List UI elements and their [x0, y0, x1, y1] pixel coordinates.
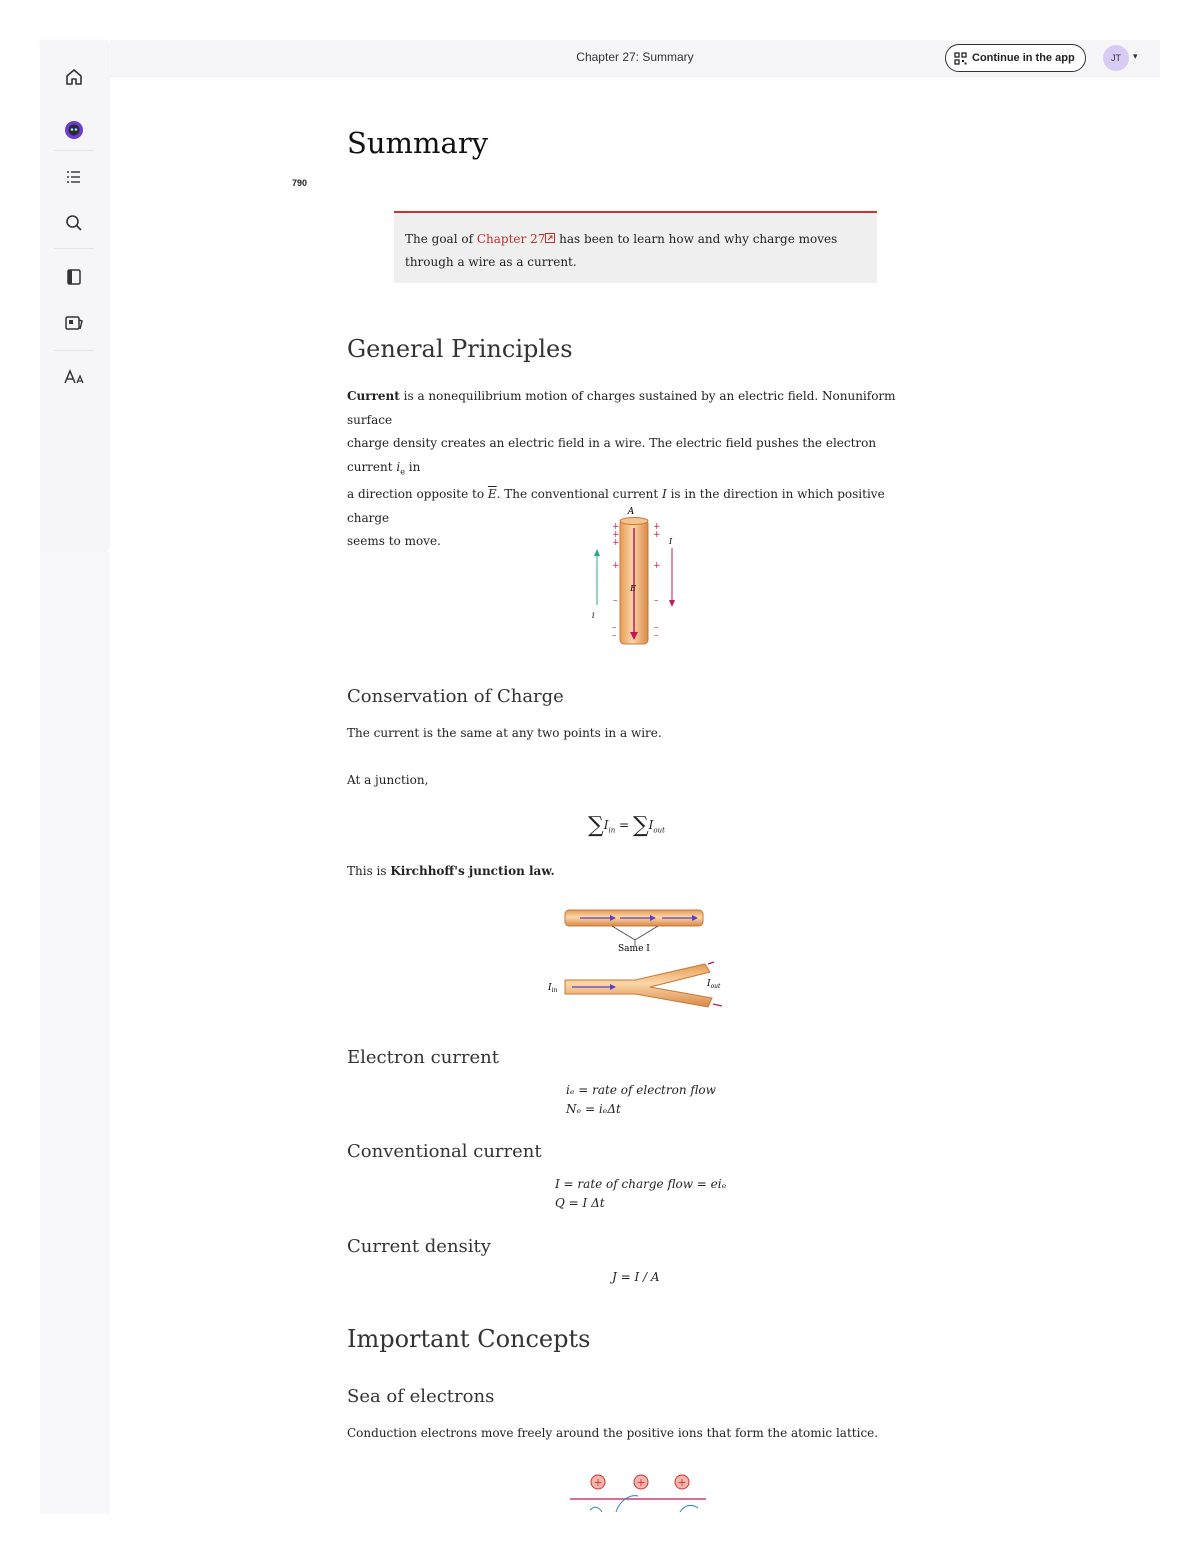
sidebar-divider	[54, 150, 94, 151]
flashcards-icon	[64, 314, 84, 332]
search-icon	[65, 214, 83, 232]
section-heading-current-density: Current density	[347, 1236, 491, 1257]
goal-text: has been to learn how and why charge moves	[555, 232, 838, 246]
label-pointers	[612, 926, 658, 946]
equals: =	[619, 818, 630, 832]
conventional-current-eq1: I = rate of charge flow = eiₑ	[555, 1177, 727, 1191]
conservation-text: The current is the same at any two points in a wire.	[347, 726, 662, 740]
positive-ions	[591, 1475, 689, 1489]
assistant-icon	[63, 119, 85, 141]
svg-text:+: +	[636, 1476, 646, 1489]
svg-text:+: +	[653, 561, 661, 571]
symbol-E-vector: $\overline{E}$	[487, 487, 497, 502]
electron-current-eq1: iₑ = rate of electron flow	[566, 1083, 716, 1097]
junction-text: At a junction,	[347, 773, 429, 787]
home-button[interactable]	[59, 62, 89, 92]
notebook-icon	[65, 268, 83, 286]
svg-text:+: +	[612, 538, 620, 548]
junction-figure	[540, 900, 740, 1015]
section-heading-sea-of-electrons: Sea of electrons	[347, 1386, 495, 1407]
svg-text:+: +	[653, 522, 661, 532]
label-iin: $I_{in}$	[548, 983, 558, 994]
subscript: e	[400, 466, 405, 476]
arrow-head	[594, 549, 600, 556]
label-E: E	[630, 584, 636, 593]
sidebar-lower-panel	[40, 552, 110, 1514]
symbol: I	[648, 818, 654, 832]
subscript: out	[653, 826, 665, 835]
svg-text:–: –	[612, 623, 617, 633]
page-title: Summary	[347, 126, 489, 160]
label-I: I	[669, 537, 673, 546]
avatar[interactable]: JT	[1103, 45, 1129, 71]
symbol-I: I	[662, 487, 667, 502]
top-bar	[110, 40, 1160, 77]
assistant-button[interactable]	[59, 115, 89, 145]
wire-end	[620, 518, 648, 525]
section-heading-electron-current: Electron current	[347, 1047, 499, 1068]
notebook-button[interactable]	[59, 262, 89, 292]
sidebar-divider	[54, 248, 94, 249]
section-heading-important-concepts: Important Concepts	[347, 1325, 591, 1353]
electron-current-eq2: Nₑ = iₑΔt	[566, 1102, 621, 1116]
chapter-title: Chapter 27: Summary	[576, 50, 694, 64]
sea-of-electrons-text: Conduction electrons move freely around the positive ions that form the atomic lattice.	[347, 1426, 879, 1440]
section-heading-conventional-current: Conventional current	[347, 1141, 542, 1162]
term-kirchhoff: Kirchhoff's junction law.	[390, 864, 555, 878]
chapter-link[interactable]: Chapter 27	[476, 232, 546, 246]
flashcards-button[interactable]	[59, 308, 89, 338]
text: is a nonequilibrium motion of charges sustained by an electric field. Nonuniform surface	[347, 389, 896, 427]
sidebar-divider	[54, 350, 94, 351]
section-heading-general-principles: General Principles	[347, 335, 573, 363]
chevron-down-icon[interactable]: ▾	[1133, 51, 1138, 61]
kirchhoff-text	[347, 860, 922, 884]
term-current: Current	[347, 389, 400, 403]
svg-text:+: +	[612, 530, 620, 540]
svg-text:+: +	[612, 561, 620, 571]
continue-in-app-button[interactable]	[945, 44, 1086, 72]
goal-text: The goal of	[405, 232, 477, 246]
label-area-A: A	[627, 507, 635, 517]
svg-text:–: –	[613, 596, 618, 606]
svg-text:–: –	[612, 631, 617, 641]
label-same-i: Same I	[618, 944, 650, 954]
page-number: 790	[292, 178, 308, 188]
junction-wire	[565, 964, 712, 1007]
svg-text:+: +	[677, 1476, 687, 1489]
list-icon	[65, 168, 83, 186]
external-link-icon	[545, 233, 555, 243]
continue-label: Continue in the app	[972, 52, 1075, 64]
left-sidebar	[40, 40, 108, 552]
svg-text:–: –	[654, 631, 659, 641]
svg-text:+: +	[653, 530, 661, 540]
arrow	[713, 1004, 722, 1006]
wire-current-figure	[580, 500, 690, 650]
text-settings-icon	[63, 368, 85, 386]
contents-button[interactable]	[59, 162, 89, 192]
arrow	[708, 962, 714, 964]
conventional-current-eq2: Q = I Δt	[555, 1196, 605, 1210]
qr-code-icon	[954, 52, 967, 65]
text: is in the direction in which positive charge	[347, 487, 885, 525]
electron-paths	[590, 1496, 698, 1512]
symbol-ie: i	[396, 459, 401, 474]
text: seems to move.	[347, 534, 441, 549]
current-density-eq: J = I / A	[612, 1270, 660, 1284]
lattice-figure	[560, 1470, 710, 1514]
subscript: in	[608, 826, 616, 835]
svg-text:–: –	[654, 623, 659, 633]
arrow-head	[669, 600, 675, 607]
goal-text: through a wire as a current.	[405, 255, 577, 269]
section-heading-conservation: Conservation of Charge	[347, 686, 564, 707]
svg-text:+: +	[593, 1476, 603, 1489]
label-ie: i	[592, 611, 595, 620]
text: charge density creates an electric field in a wire. The electric field pushes the electron current	[347, 436, 877, 474]
search-button[interactable]	[59, 208, 89, 238]
svg-text:+: +	[612, 522, 620, 532]
display-settings-button[interactable]	[59, 362, 89, 392]
text: in	[404, 459, 421, 474]
text: a direction opposite to	[347, 487, 488, 502]
svg-text:–: –	[654, 596, 659, 606]
home-icon	[64, 67, 84, 87]
text: . The conventional current	[496, 487, 663, 502]
chapter-goal-box	[394, 211, 877, 283]
label-iout: $I_{out}$	[707, 979, 721, 990]
text: This is	[347, 864, 391, 878]
junction-law-equation: $\sum I_{in} = \sum I_{out}$	[588, 813, 665, 838]
symbol: I	[603, 818, 609, 832]
